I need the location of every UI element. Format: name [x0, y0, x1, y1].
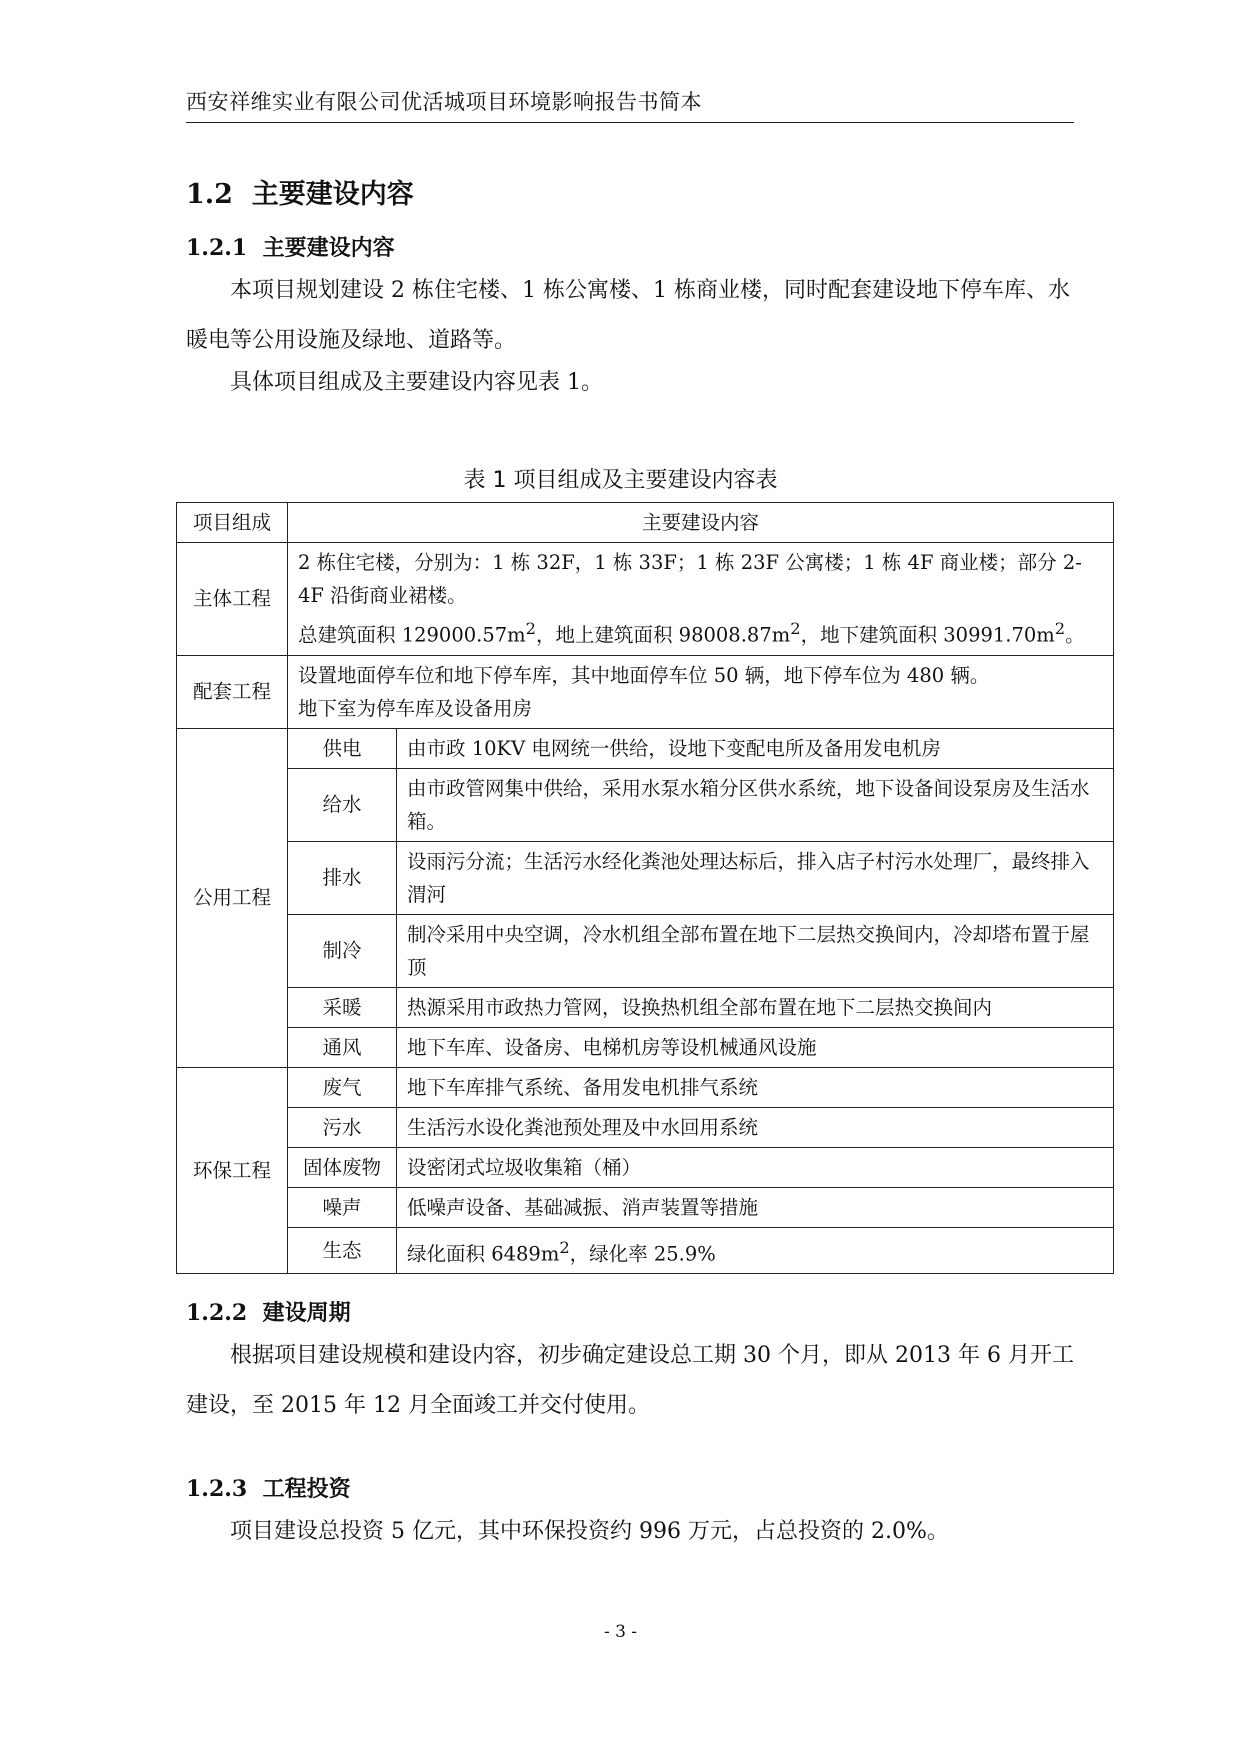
subsection-title: 建设周期 [262, 1300, 351, 1326]
subcategory-cell: 制冷 [288, 914, 397, 987]
category-cell: 公用工程 [177, 728, 288, 1067]
content-cell: 由市政 10KV 电网统一供给，设地下变配电所及备用发电机房 [397, 728, 1114, 768]
content-cell: 绿化面积 $6489m^2$，绿化率 25.9% [397, 1227, 1114, 1274]
table-row-supporting-works [177, 655, 1114, 728]
content-cell: 地下车库排气系统、备用发电机排气系统 [397, 1067, 1114, 1107]
section-heading [186, 172, 414, 211]
subsection-heading-1 [186, 231, 395, 262]
table-row [177, 728, 1114, 768]
running-header: 西安祥维实业有限公司优活城项目环境影响报告书简本 [186, 86, 1074, 123]
header-cell-content: 主要建设内容 [288, 503, 1114, 543]
content-cell: 低噪声设备、基础减振、消声装置等措施 [397, 1187, 1114, 1227]
table-caption: 表 1 项目组成及主要建设内容表 [463, 468, 778, 493]
content-cell [288, 655, 1114, 728]
table-row [177, 1027, 1114, 1067]
content-cell: 地下车库、设备房、电梯机房等设机械通风设施 [397, 1027, 1114, 1067]
section-title: 主要建设内容 [251, 179, 414, 210]
page-number: - 3 - [603, 1622, 638, 1642]
paragraph-project-scope: 本项目规划建设 2 栋住宅楼、1 栋公寓楼、1 栋商业楼，同时配套建设地下停车库、水暖电等公用设施及绿地、道路等。 [186, 278, 1070, 353]
subcategory-cell: 排水 [288, 841, 397, 914]
project-composition-table [176, 502, 1114, 1274]
subsection-title: 工程投资 [262, 1476, 351, 1502]
content-cell: 设密闭式垃圾收集箱（桶） [397, 1147, 1114, 1187]
subsection-number: 1.2.1 [186, 235, 248, 261]
table-header-row [177, 503, 1114, 543]
subcategory-cell: 采暖 [288, 987, 397, 1027]
supporting-basement: 地下室为停车库及设备用房 [298, 696, 533, 720]
subsection-number: 1.2.3 [186, 1476, 248, 1502]
section-number: 1.2 [186, 179, 233, 210]
table-row [177, 841, 1114, 914]
supporting-parking: 设置地面停车位和地下停车库，其中地面停车位 50 辆，地下停车位为 480 辆。 [298, 663, 990, 687]
subcategory-cell: 生态 [288, 1227, 397, 1274]
category-cell: 配套工程 [177, 655, 288, 728]
table-row [177, 1227, 1114, 1274]
subcategory-cell: 污水 [288, 1107, 397, 1147]
subcategory-cell: 噪声 [288, 1187, 397, 1227]
table-row [177, 1067, 1114, 1107]
content-cell: 由市政管网集中供给，采用水泵水箱分区供水系统，地下设备间设泵房及生活水箱。 [397, 768, 1114, 841]
content-cell: 制冷采用中央空调，冷水机组全部布置在地下二层热交换间内，冷却塔布置于屋顶 [397, 914, 1114, 987]
header-cell-composition: 项目组成 [177, 503, 288, 543]
table-row [177, 768, 1114, 841]
subcategory-cell: 废气 [288, 1067, 397, 1107]
table-row [177, 987, 1114, 1027]
table-row [177, 1187, 1114, 1227]
subsection-number: 1.2.2 [186, 1300, 248, 1326]
subcategory-cell: 供电 [288, 728, 397, 768]
content-cell: 生活污水设化粪池预处理及中水回用系统 [397, 1107, 1114, 1147]
table-row [177, 1107, 1114, 1147]
table-row-main-works [177, 543, 1114, 656]
content-cell: 热源采用市政热力管网，设换热机组全部布置在地下二层热交换间内 [397, 987, 1114, 1027]
subcategory-cell: 给水 [288, 768, 397, 841]
main-works-areas: 总建筑面积 $129000.57m^2$，地上建筑面积 $98008.87m^2$，地下建筑面积 $30991.70m^2$。 [298, 619, 1085, 647]
table-row [177, 914, 1114, 987]
content-cell: 设雨污分流；生活污水经化粪池处理达标后，排入店子村污水处理厂，最终排入渭河 [397, 841, 1114, 914]
category-cell: 主体工程 [177, 543, 288, 656]
paragraph-table-reference: 具体项目组成及主要建设内容见表 1。 [230, 370, 603, 395]
paragraph-investment: 项目建设总投资 5 亿元，其中环保投资约 996 万元，占总投资的 2.0%。 [230, 1519, 949, 1544]
subcategory-cell: 通风 [288, 1027, 397, 1067]
table-row [177, 1147, 1114, 1187]
subsection-heading-3 [186, 1472, 351, 1503]
subcategory-cell: 固体废物 [288, 1147, 397, 1187]
category-cell: 环保工程 [177, 1067, 288, 1274]
subsection-heading-2 [186, 1296, 351, 1327]
subsection-title: 主要建设内容 [262, 235, 395, 261]
paragraph-construction-period: 根据项目建设规模和建设内容，初步确定建设总工期 30 个月，即从 2013 年 6 月开工建设，至 2015 年 12 月全面竣工并交付使用。 [186, 1343, 1074, 1418]
main-works-buildings: 2 栋住宅楼，分别为：1 栋 32F，1 栋 33F；1 栋 23F 公寓楼；1 栋 4F 商业楼；部分 2-4F 沿街商业裙楼。 [298, 551, 1082, 607]
content-cell [288, 543, 1114, 656]
